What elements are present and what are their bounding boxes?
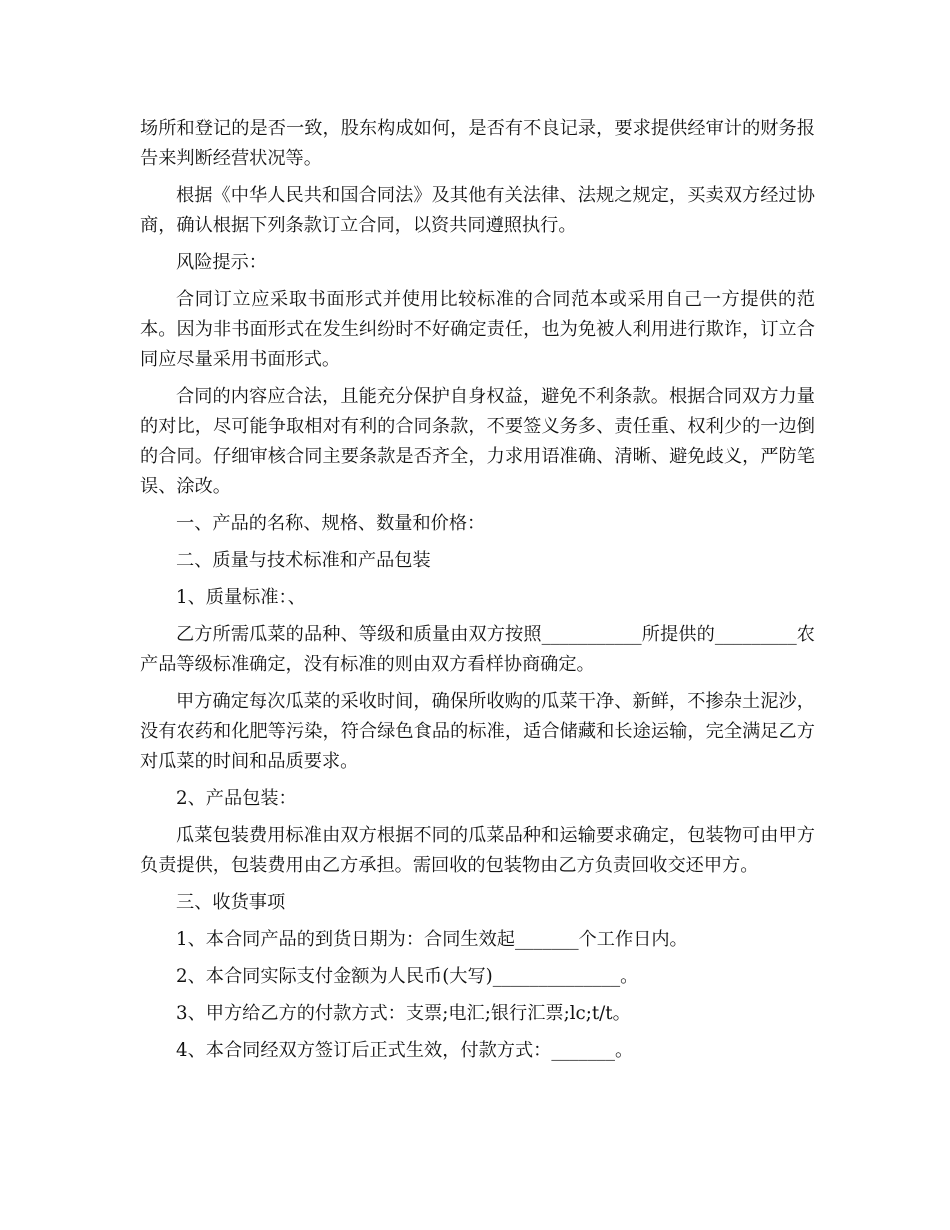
section-heading: 三、收货事项 xyxy=(176,892,286,913)
paragraph: 场所和登记的是否一致，股东构成如何，是否有不良记录，要求提供经审计的财务报告来判断经营状况等。 xyxy=(140,118,815,169)
section-heading: 二、质量与技术标准和产品包装 xyxy=(176,550,431,571)
clause-item: 2、本合同实际支付金额为人民币(大写)______________。 xyxy=(176,966,639,987)
paragraph: 根据《中华人民共和国合同法》及其他有关法律、法规之规定，买卖双方经过协商，确认根据下列条款订立合同，以资共同遵照执行。 xyxy=(140,185,815,236)
paragraph: 合同订立应采取书面形式并使用比较标准的合同范本或采用自己一方提供的范本。因为非书面形式在发生纠纷时不好确定责任，也为免被人利用进行欺诈，订立合同应尽量采用书面形式。 xyxy=(140,289,815,370)
subsection-heading: 2、产品包装： xyxy=(176,788,297,809)
section-heading: 一、产品的名称、规格、数量和价格： xyxy=(176,513,486,534)
clause-item: 3、甲方给乙方的付款方式：支票;电汇;银行汇票;lc;t/t。 xyxy=(176,1003,631,1024)
paragraph: 瓜菜包装费用标准由双方根据不同的瓜菜品种和运输要求确定，包装物可由甲方负责提供，包装费用由乙方承担。需回收的包装物由乙方负责回收交还甲方。 xyxy=(140,825,815,876)
paragraph: 乙方所需瓜菜的品种、等级和质量由双方按照___________所提供的_________农产品等级标准确定，没有标准的则由双方看样协商确定。 xyxy=(140,624,815,675)
subsection-heading: 1、质量标准：、 xyxy=(176,587,306,608)
clause-item: 4、本合同经双方签订后正式生效，付款方式：_______。 xyxy=(176,1040,634,1061)
document-body xyxy=(140,114,815,1073)
paragraph: 甲方确定每次瓜菜的采收时间，确保所收购的瓜菜干净、新鲜，不掺杂土泥沙，没有农药和化肥等污染，符合绿色食品的标准，适合储藏和长途运输，完全满足乙方对瓜菜的时间和品质要求。 xyxy=(140,691,815,772)
section-label: 风险提示： xyxy=(176,252,267,273)
paragraph: 合同的内容应合法，且能充分保护自身权益，避免不利条款。根据合同双方力量的对比，尽可能争取相对有利的合同条款，不要签义务多、责任重、权利少的一边倒的合同。仔细审核合同主要条款是否齐全，力求用语准确、清晰、避免歧义，严防笔误、涂改。 xyxy=(140,386,815,497)
clause-item: 1、本合同产品的到货日期为：合同生效起_______个工作日内。 xyxy=(176,929,688,950)
